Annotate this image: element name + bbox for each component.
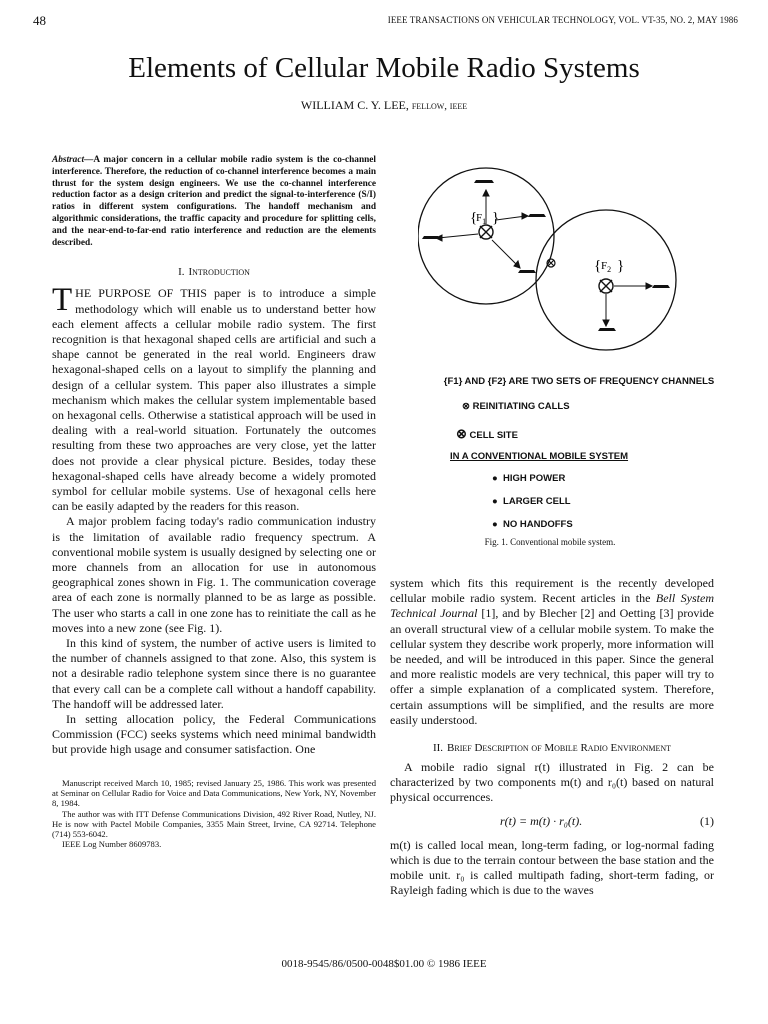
footnote-received: Manuscript received March 10, 1985; revised January 25, 1986. This work was presented at Seminar on Cellular Radio for Voice and Data Communications, New York, NY, November 8, 1984. [52, 777, 376, 809]
copyright-footer: 0018-9545/86/0500-0048$01.00 © 1986 IEEE [281, 958, 487, 970]
author-name: WILLIAM C. Y. LEE, [300, 98, 409, 112]
f1-label: $F_1$ [476, 212, 487, 226]
abstract [52, 155, 376, 249]
site-1-arrows [436, 190, 528, 268]
equation-1 [390, 814, 714, 830]
drop-cap: T [52, 282, 73, 319]
footnote-log-number: IEEE Log Number 8609783. [62, 839, 162, 850]
section-number: I. [178, 266, 185, 279]
cell-site-1-icon [479, 225, 493, 239]
left-column [52, 155, 376, 850]
author-line [0, 98, 768, 113]
equation-number: (1) [700, 813, 714, 828]
f2-label: $F_2$ [601, 260, 612, 274]
section-heading-environment [390, 742, 714, 754]
figure-line-frequency-channels: {F1} AND {F2} ARE TWO SETS OF FREQUENCY CHANNELS [443, 376, 715, 387]
author-grade: fellow, ieee [411, 100, 468, 112]
intro-paragraph-1-text: HE PURPOSE OF THIS paper is to introduce a simple methodology which will enable us to understand better how each element affects a cellular mobile radio system. The first recognition is that hexagonal shaped cells are artificial and such a shape cannot be generated in the real world. Engineers draw hexagonal-shaped cells on a layout to simplify the planning and design of a cellular system. This paper also illustrates a simple mechanism which makes the cellular system implementable based on hexagonal cells. Otherwise a statistical approach will be used in dealing with a real-world situation. Fortunately the outcomes resulting from these two approaches are very close, yet the latter does not provide a clear physical picture. Besides, today these hexagonal-shaped cells have already become a widely promoted symbol for cellular mobile systems. Use of hexagonal cells here can be easily adapted by the readers for this reason. [52, 286, 376, 514]
section-heading-introduction [52, 266, 376, 278]
reinitiating-symbol-icon: ⊗ [462, 401, 470, 412]
intro-paragraph-1 [52, 282, 376, 514]
journal-name: Bell System Technical Journal [390, 591, 714, 621]
svg-text:}: } [492, 210, 500, 226]
figure-line-cell-site: ⊗ CELL SITE [456, 426, 518, 441]
page-number: 48 [33, 13, 46, 28]
cell-diagram [418, 150, 690, 362]
introduction-body [52, 282, 376, 757]
footnote [52, 778, 376, 850]
right-paragraph-3: m(t) is called local mean, long-term fading, or log-normal fading which is due to the terrain contour between the base station and the mobile unit. r₀ is called multipath fading, short-term fading, or Rayleigh fading which is due to the waves [390, 837, 714, 898]
figure-1-diagram [418, 150, 690, 362]
figure-caption: Fig. 1. Conventional mobile system. [484, 537, 616, 547]
environment-body [390, 760, 714, 806]
f1-label-braces: { [470, 210, 478, 226]
abstract-label: Abstract [52, 155, 85, 165]
right-paragraph-1: system which fits this requirement is the recently developed cellular mobile radio system. Recent articles in the Bell System Technical Journal [1], and by Blecher [2] and Oetting [3] provide an overall structural view of a cellular mobile system. To make the cellular system they describe work properly, more information will be needed, and will be introduced in this paper. Since the general and more realistic models are very technical, this paper will try to offer a simple explanation of a complicated system. Therefore, certain assumptions will be simplified, and the results are more easily understood. [390, 576, 714, 727]
figure-bullet-high-power: ● HIGH POWER [492, 473, 566, 484]
section-title: Brief Description of Mobile Radio Environment [447, 742, 672, 755]
footnote-affiliation: The author was with ITT Defense Communications Division, 492 River Road, Nutley, NJ. He is now with Pactel Mobile Companies, 3355 Main Street, Irvine, CA 92714. Telephone (714) 553-6042. [52, 808, 376, 840]
intro-paragraph-4: In setting allocation policy, the Federal Communications Commission (FCC) seeks systems which need minimal bandwidth but provide high usage and consumer satisfaction. One [52, 712, 376, 757]
abstract-text: —A major concern in a cellular mobile radio system is the co-channel interference. Therefore, the reduction of co-channel interference becomes a main thrust for the system design engineers. We use the co-channel interference reduction factor as a design criterion and predict the signal-to-interference (S/I) ratios in different system configurations. The handoff mechanism and algorithmic considerations, the traffic capacity and procedure for splitting cells, and the near-end-to-far-end ratio interference and reduction are the elements described. [52, 155, 376, 248]
right-column-body [390, 576, 714, 728]
f2-label-braces: { [594, 258, 602, 274]
intro-paragraph-3: In this kind of system, the number of active users is limited to the number of channels assigned to that zone. Also, this system is not a desirable radio telephone system since there is no guarantee that every call can be a complete call without a handoff capability. The handoff will be addressed later. [52, 636, 376, 711]
equation-text: r(t) = m(t) · r₀(t). [500, 813, 583, 828]
figure-line-reinitiating: ⊗ REINITIATING CALLS [462, 401, 570, 412]
section-title: Introduction [188, 266, 250, 279]
right-paragraph-2: A mobile radio signal r(t) illustrated in Fig. 2 can be characterized by two components m(t) and r₀(t) based on natural physical occurrences. [390, 760, 714, 805]
cell-f1-boundary [418, 168, 554, 304]
right-paragraph-3-wrap [390, 838, 714, 899]
figure-line-conventional: IN A CONVENTIONAL MOBILE SYSTEM [450, 451, 629, 462]
cell-site-symbol-icon: ⊗ [456, 426, 467, 441]
journal-header: IEEE TRANSACTIONS ON VEHICULAR TECHNOLOGY, VOL. VT-35, NO. 2, MAY 1986 [387, 15, 738, 25]
intro-paragraph-2: A major problem facing today's radio communication industry is the limitation of available radio frequency spectrum. A conventional mobile system is usually designed by selecting one or more channels from an allocation for use in autonomous geographical zones shown in Fig. 1. The communication coverage area of each zone is normally planned to be as large as possible. The user who starts a call in one zone has to reinitiate the call as he moves into a new zone (see Fig. 1). [52, 514, 376, 635]
paper-title: Elements of Cellular Mobile Radio Systems [128, 52, 640, 84]
figure-bullet-no-handoffs: ● NO HANDOFFS [492, 519, 573, 530]
section-number: II. [432, 742, 444, 755]
right-column [390, 576, 714, 898]
svg-text:}: } [617, 258, 625, 274]
figure-bullet-larger-cell: ● LARGER CELL [492, 496, 571, 507]
cell-site-2-icon [599, 279, 613, 293]
